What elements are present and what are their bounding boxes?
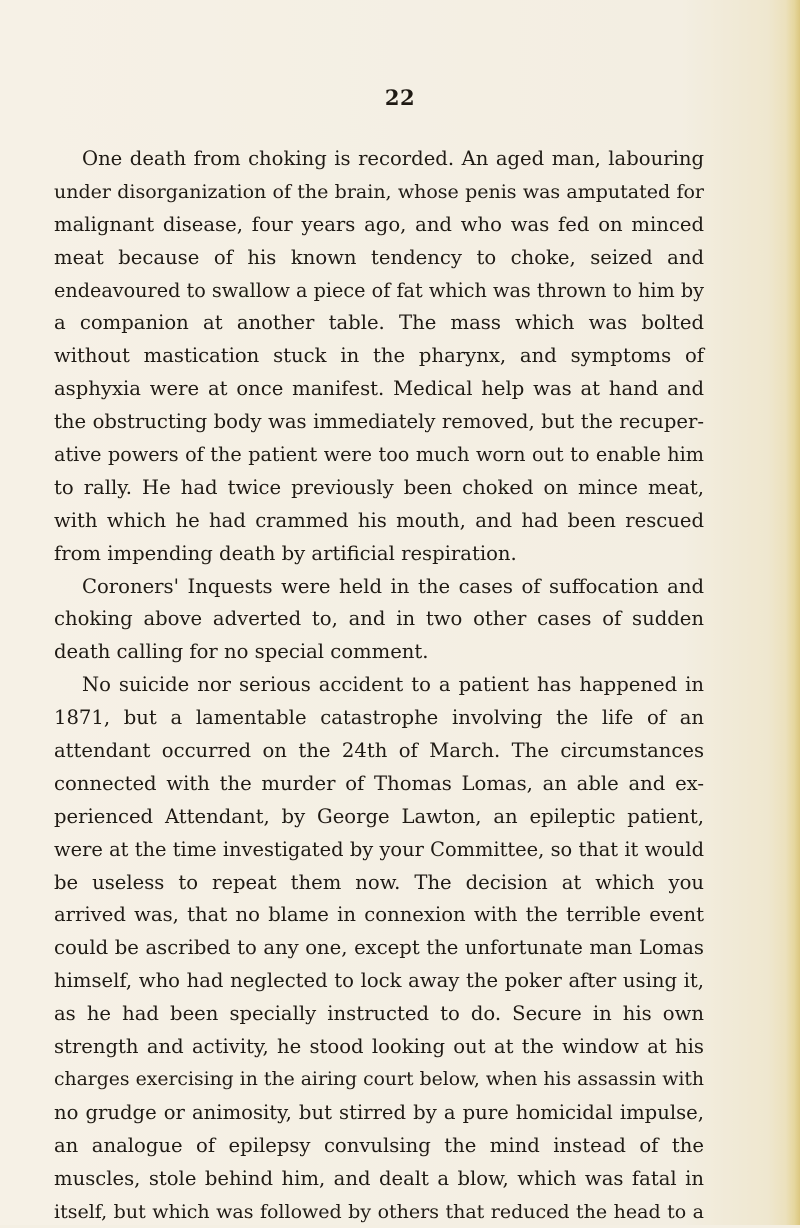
text-line: to rally. He had twice previously been choked on mince meat, (54, 472, 704, 505)
text-line: No suicide nor serious accident to a patient has happened in (54, 669, 704, 702)
text-line: himself, who had neglected to lock away the poker after using it, (54, 965, 704, 998)
text-line: perienced Attendant, by George Lawton, an epileptic patient, (54, 801, 704, 834)
text-line: under disorganization of the brain, whose penis was amputated for (54, 176, 704, 209)
page-number: 22 (0, 86, 800, 110)
text-line: endeavoured to swallow a piece of fat which was thrown to him by (54, 275, 704, 308)
text-line: itself, but which was followed by others that reduced the head to a (54, 1196, 704, 1228)
text-line: without mastication stuck in the pharynx, and symptoms of (54, 340, 704, 373)
body-text (54, 143, 704, 1228)
text-line: Coroners' Inquests were held in the cases of suffocation and (54, 571, 704, 604)
text-line: be useless to repeat them now. The decision at which you (54, 867, 704, 900)
text-line: ative powers of the patient were too much worn out to enable him (54, 439, 704, 472)
text-line: the obstructing body was immediately removed, but the recuper- (54, 406, 704, 439)
text-line: choking above adverted to, and in two other cases of sudden (54, 603, 704, 636)
text-line: malignant disease, four years ago, and who was fed on minced (54, 209, 704, 242)
text-line: charges exercising in the airing court below, when his assassin with (54, 1064, 704, 1097)
text-line: from impending death by artificial respiration. (54, 538, 704, 571)
text-line: strength and activity, he stood looking out at the window at his (54, 1031, 704, 1064)
text-line: One death from choking is recorded. An aged man, labouring (54, 143, 704, 176)
text-line: with which he had crammed his mouth, and had been rescued (54, 505, 704, 538)
text-line: death calling for no special comment. (54, 636, 704, 669)
text-line: arrived was, that no blame in connexion with the terrible event (54, 899, 704, 932)
text-line: were at the time investigated by your Committee, so that it would (54, 834, 704, 867)
text-line: no grudge or animosity, but stirred by a pure homicidal impulse, (54, 1097, 704, 1130)
text-line: muscles, stole behind him, and dealt a blow, which was fatal in (54, 1163, 704, 1196)
text-line: asphyxia were at once manifest. Medical help was at hand and (54, 373, 704, 406)
page-edge-shading (786, 0, 800, 1225)
text-line: 1871, but a lamentable catastrophe involving the life of an (54, 702, 704, 735)
text-line: meat because of his known tendency to choke, seized and (54, 242, 704, 275)
text-line: as he had been specially instructed to do. Secure in his own (54, 998, 704, 1031)
text-line: could be ascribed to any one, except the unfortunate man Lomas (54, 932, 704, 965)
text-line: attendant occurred on the 24th of March. The circumstances (54, 735, 704, 768)
text-line: an analogue of epilepsy convulsing the mind instead of the (54, 1130, 704, 1163)
text-line: connected with the murder of Thomas Lomas, an able and ex- (54, 768, 704, 801)
text-line: a companion at another table. The mass which was bolted (54, 307, 704, 340)
